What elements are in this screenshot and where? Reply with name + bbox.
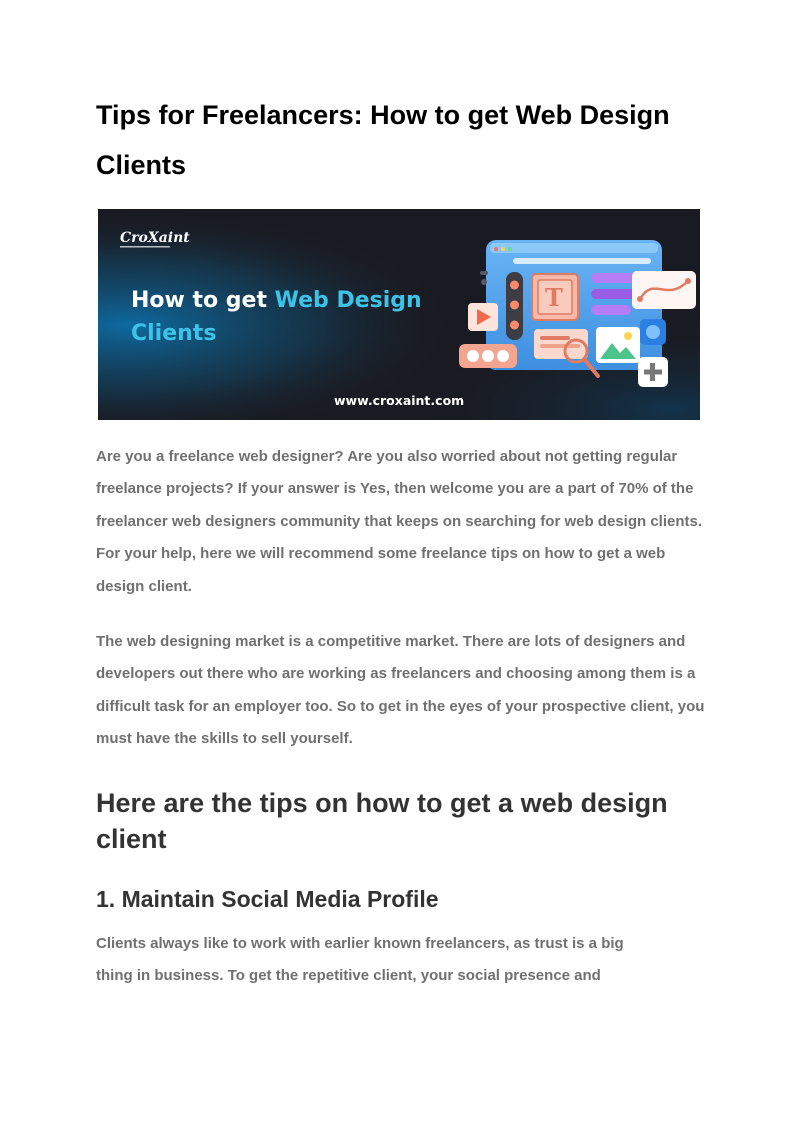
hero-banner-image — [98, 209, 700, 420]
market-paragraph: The web designing market is a competitive market. There are lots of designers and developers out there who are working as freelancers and choosing among them is a difficult task for an employer too. So to get in the eyes of your prospective client, you must have the skills to sell yourself. — [96, 633, 705, 748]
logo-underline — [120, 246, 170, 248]
page-title: Tips for Freelancers: How to get Web Design Clients — [96, 100, 670, 180]
section-heading: Here are the tips on how to get a web design client — [96, 788, 668, 854]
intro-paragraph: Are you a freelance web designer? Are you also worried about not getting regular freelance projects? If your answer is Yes, then welcome you are a part of 70% of the freelancer web designers community that keeps on searching for web design clients. For your help, here we will recommend some freelance tips on how to get a web design client. — [96, 448, 703, 595]
svg-text:T: T — [545, 283, 563, 312]
banner-headline — [131, 288, 422, 313]
banner-url: www.croxaint.com — [334, 393, 465, 408]
banner-logo: CroXaint — [120, 230, 190, 246]
subsection-heading: 1. Maintain Social Media Profile — [96, 886, 439, 912]
web-design-illustration — [459, 240, 696, 387]
banner-headline-part2: Web Design — [274, 288, 422, 313]
banner-headline-part1: How to get — [131, 288, 275, 313]
social-media-paragraph: Clients always like to work with earlier known freelancers, as trust is a big thing in business. To get the repetitive client, your social presence and — [96, 935, 624, 985]
banner-headline-line2: Clients — [131, 321, 217, 346]
